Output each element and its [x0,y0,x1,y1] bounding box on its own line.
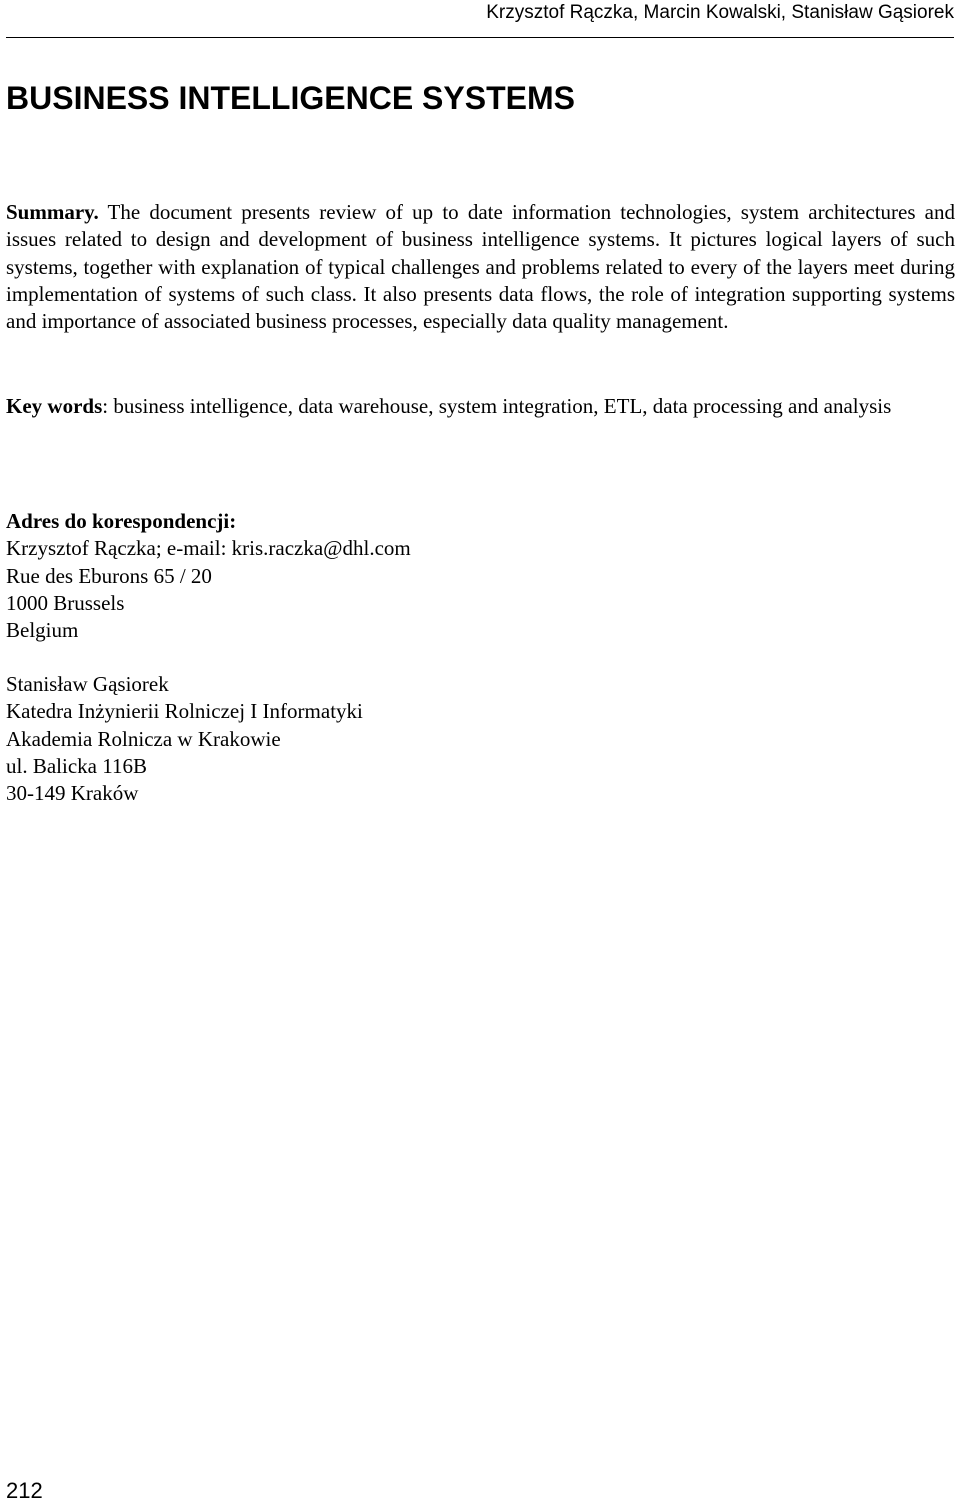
summary-paragraph [6,199,955,335]
address-line: Rue des Eburons 65 / 20 [6,563,212,588]
paper-title: BUSINESS INTELLIGENCE SYSTEMS [6,80,575,116]
address-line: ul. Balicka 116B [6,753,147,778]
summary-text: The document presents review of up to date information technologies, system architectures and issues related to design and development of business intelligence systems. It pictures logical layers of such systems, together with explanation of typical challenges and problems related to every of the layers meet during implementation of systems of such class. It also presents data flows, the role of integration supporting systems and importance of associated business processes, especially data quality management. [6,200,955,334]
keywords-text: : business intelligence, data warehouse, system integration, ETL, data processing and analysis [102,394,892,418]
correspondence-heading [6,508,946,535]
running-header-authors: Krzysztof Rączka, Marcin Kowalski, Stanisław Gąsiorek [486,2,954,23]
running-header [6,0,954,38]
address-line: Akademia Rolnicza w Krakowie [6,726,281,751]
keywords-paragraph [6,393,955,420]
address-line: Krzysztof Rączka; e-mail: kris.raczka@dhl.com [6,536,411,561]
correspondence-heading-text: Adres do korespondencji: [6,509,237,533]
second-author-address [6,671,946,807]
address-line: Belgium [6,618,79,643]
address-line: 1000 Brussels [6,590,125,615]
page-number: 212 [6,1478,43,1503]
keywords-label: Key words [6,394,103,418]
address-line: Katedra Inżynierii Rolniczej I Informatyki [6,699,363,724]
summary-label: Summary. [6,200,99,224]
address-line: Stanisław Gąsiorek [6,672,169,696]
address-line: 30-149 Kraków [6,781,139,806]
correspondence-address [6,508,946,644]
